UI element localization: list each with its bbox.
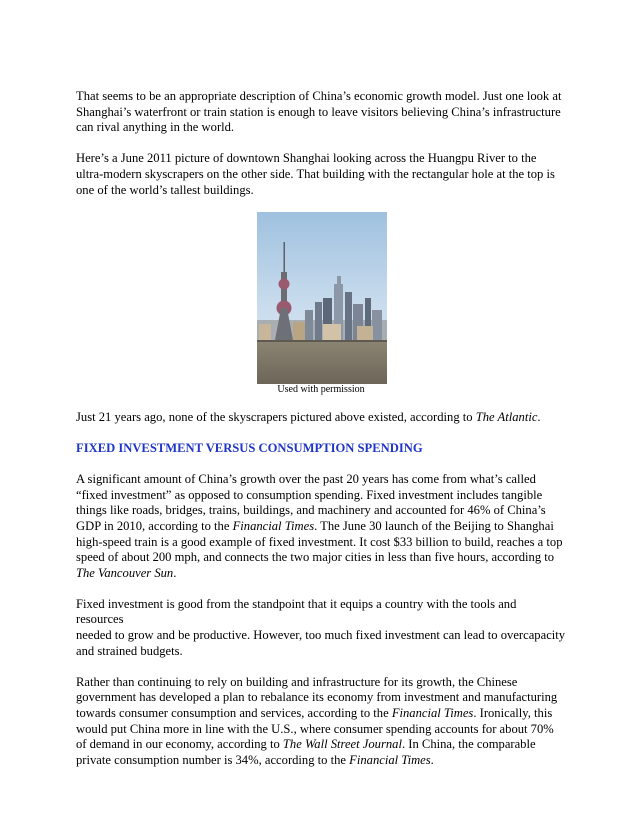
text-run: private consumption number is 34%, according to the <box>76 752 350 767</box>
text-line: would put China more in line with the U.S., where consumer spending accounts for about 70% <box>76 721 554 736</box>
figure-caption: Used with permission <box>277 383 365 395</box>
good-standpoint-paragraph <box>76 597 566 659</box>
picture-intro-paragraph <box>76 151 566 198</box>
text-line <box>76 706 566 722</box>
text-line: Fixed investment is good from the standpoint that it equips a country with the tools and resources <box>76 596 517 627</box>
text-line: and strained budgets. <box>76 643 183 658</box>
text-line <box>76 519 566 535</box>
text-line: needed to grow and be productive. However, too much fixed investment can lead to overcapacity <box>76 628 566 643</box>
text-line: high-speed train is a good example of fixed investment. It cost $33 billion to build, reaches a top <box>76 534 563 549</box>
text-line <box>76 753 566 769</box>
text-run: of demand in our economy, according to <box>76 737 283 752</box>
text-line: “fixed investment” as opposed to consumption spending. Fixed investment includes tangible <box>76 487 543 502</box>
text-line: That seems to be an appropriate description of China’s economic growth model. Just one look at <box>76 89 562 103</box>
text-run: . Ironically, this <box>473 706 553 721</box>
skyscrapers-paragraph <box>76 410 566 426</box>
text-line: A significant amount of China’s growth over the past 20 years has come from what’s called <box>76 472 536 487</box>
source-the-atlantic: The Atlantic <box>475 409 538 424</box>
text-run: . <box>430 752 434 767</box>
rebalance-paragraph <box>76 675 566 769</box>
text-run: . In China, the comparable <box>401 737 536 752</box>
text-run: towards consumer consumption and services, according to the <box>76 706 392 721</box>
source-wall-street-journal: The Wall Street Journal <box>282 737 402 752</box>
text-line: Rather than continuing to rely on building and infrastructure for its growth, the Chinese <box>76 674 518 689</box>
text-line: ultra-modern skyscrapers on the other side. That building with the rectangular hole at the top is <box>76 166 555 181</box>
source-financial-times: Financial Times <box>232 518 315 533</box>
text-line: government has developed a plan to rebalance its economy from investment and manufacturing <box>76 690 558 705</box>
text-line: Here’s a June 2011 picture of downtown Shanghai looking across the Huangpu River to the <box>76 151 537 166</box>
text-line <box>76 410 566 426</box>
intro-paragraph <box>76 89 566 136</box>
text-run: GDP in 2010, according to the <box>76 518 233 533</box>
text-line: Shanghai’s waterfront or train station is enough to leave visitors believing China’s infrastructure <box>76 104 561 119</box>
text-line: things like roads, bridges, trains, buildings, and machinery and accounted for 46% of China’s <box>76 503 546 518</box>
source-financial-times: Financial Times <box>349 752 431 767</box>
text-run: . <box>537 409 541 424</box>
text-run: . <box>173 565 177 580</box>
source-vancouver-sun: The Vancouver Sun <box>76 565 174 580</box>
text-line: speed of about 200 mph, and connects the two major cities in less than five hours, according to <box>76 550 555 565</box>
section-heading: FIXED INVESTMENT VERSUS CONSUMPTION SPENDING <box>76 440 423 455</box>
text-run: Just 21 years ago, none of the skyscrapers pictured above existed, according to <box>76 409 476 424</box>
fixed-investment-paragraph <box>76 472 566 581</box>
text-line <box>76 566 566 582</box>
text-line <box>76 737 566 753</box>
shanghai-figure <box>76 212 566 396</box>
text-line: one of the world’s tallest buildings. <box>76 182 254 197</box>
shanghai-skyline-photo <box>257 212 387 384</box>
text-line: can rival anything in the world. <box>76 120 235 135</box>
text-run: . The June 30 launch of the Beijing to Shanghai <box>314 518 554 533</box>
source-financial-times: Financial Times <box>391 706 474 721</box>
